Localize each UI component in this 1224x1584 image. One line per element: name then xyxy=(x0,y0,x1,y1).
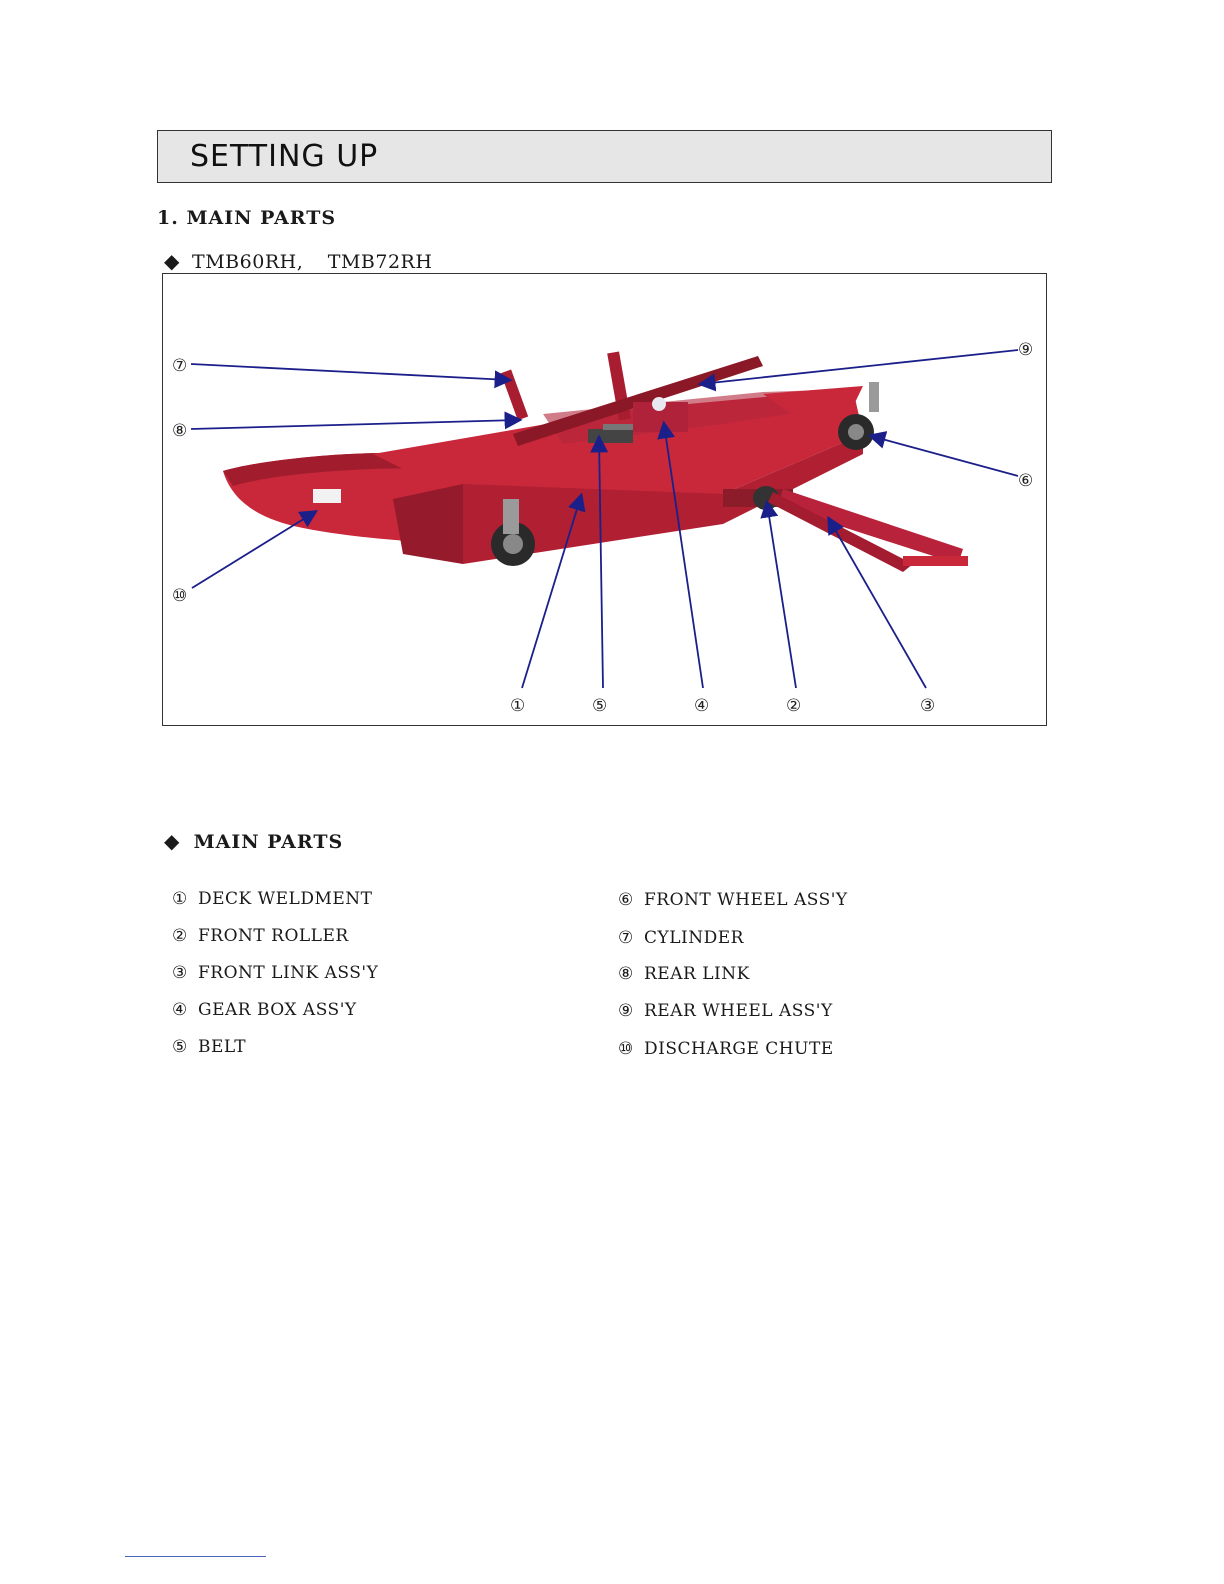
callout-arrow xyxy=(191,364,509,380)
list-item: ② FRONT ROLLER xyxy=(172,926,349,946)
callout-8: ⑧ xyxy=(172,421,188,441)
footer-rule xyxy=(125,1556,266,1557)
section-heading: 1. MAIN PARTS xyxy=(157,207,337,229)
list-item: ③ FRONT LINK ASS'Y xyxy=(172,963,379,983)
page-title-box xyxy=(157,130,1052,183)
list-item: ⑥ FRONT WHEEL ASS'Y xyxy=(618,890,848,910)
model-line xyxy=(164,249,450,273)
callout-arrow xyxy=(191,420,519,429)
model-name: TMB72RH xyxy=(327,251,433,273)
diamond-bullet-icon: ◆ xyxy=(164,249,180,273)
list-item: ⑩ DISCHARGE CHUTE xyxy=(618,1039,834,1059)
list-item: ⑧ REAR LINK xyxy=(618,964,750,984)
mower-deck xyxy=(223,351,968,572)
mower-illustration xyxy=(163,274,1048,727)
parts-heading-label: MAIN PARTS xyxy=(193,831,344,853)
callout-1: ① xyxy=(510,696,526,716)
callout-4: ④ xyxy=(694,696,710,716)
mower-figure xyxy=(162,273,1047,726)
diamond-bullet-icon: ◆ xyxy=(164,829,181,853)
decal-icon xyxy=(313,489,341,503)
list-item: ⑨ REAR WHEEL ASS'Y xyxy=(618,1001,833,1021)
callout-arrow xyxy=(192,512,315,588)
list-item: ⑤ BELT xyxy=(172,1037,247,1057)
list-item: ⑦ CYLINDER xyxy=(618,928,744,948)
callout-5: ⑤ xyxy=(592,696,608,716)
list-item: ④ GEAR BOX ASS'Y xyxy=(172,1000,357,1020)
callout-9: ⑨ xyxy=(1018,340,1034,360)
callout-2: ② xyxy=(786,696,802,716)
list-item: ① DECK WELDMENT xyxy=(172,889,373,909)
callout-arrow xyxy=(767,503,796,688)
page-title: SETTING UP xyxy=(190,139,379,174)
callout-7: ⑦ xyxy=(172,356,188,376)
callout-3: ③ xyxy=(920,696,936,716)
callout-10: ⑩ xyxy=(172,586,188,606)
callout-6: ⑥ xyxy=(1018,471,1034,491)
callout-arrow xyxy=(871,436,1018,476)
parts-heading xyxy=(164,829,343,853)
model-name: TMB60RH, xyxy=(192,251,304,273)
